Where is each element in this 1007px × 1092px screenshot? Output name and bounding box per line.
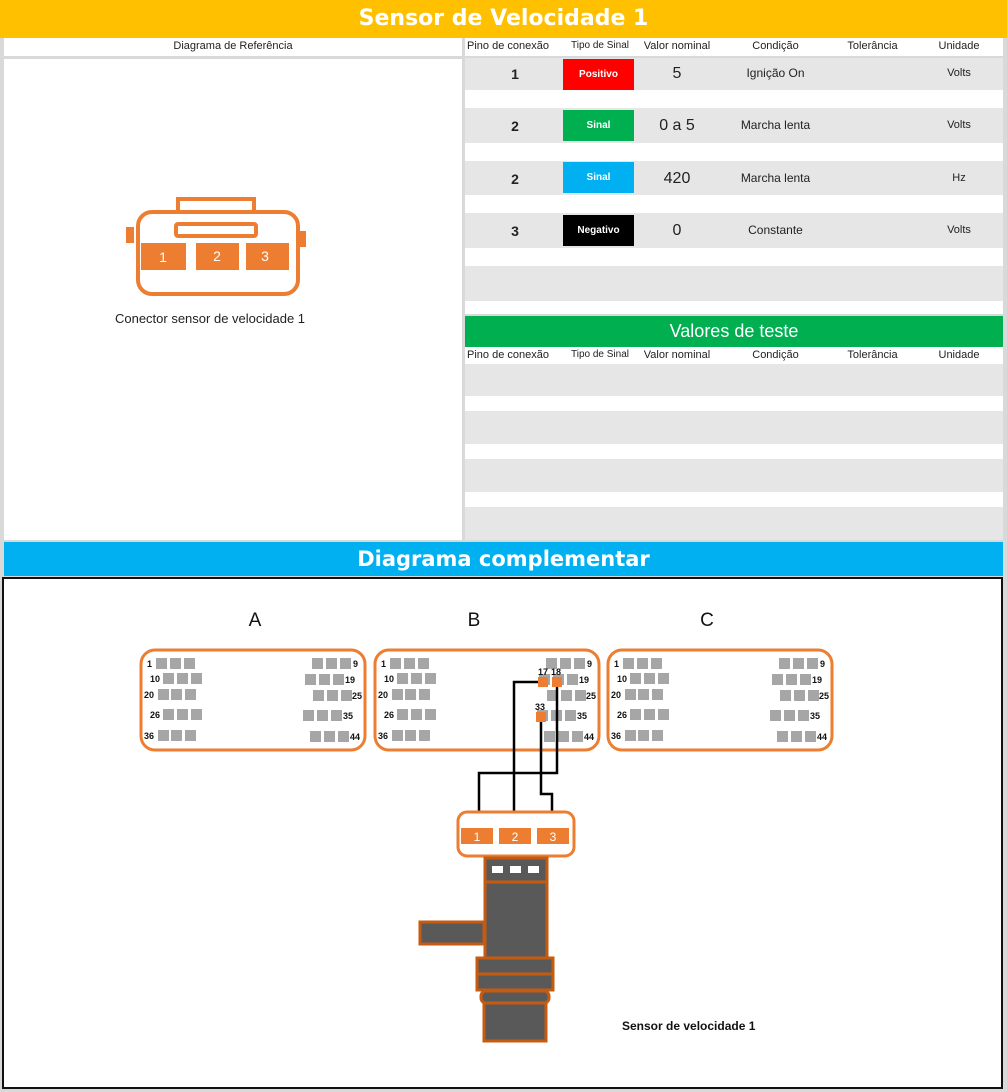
sensor-head-window [528,866,539,873]
reference-panel [4,59,462,540]
row-spacer [465,301,1003,314]
pin-number: 10 [617,674,628,684]
ecu-label: C [700,610,714,631]
pin-slot [572,731,583,742]
sensor-caption: Sensor de velocidade 1 [622,1019,756,1033]
pin-18-highlight [552,677,562,687]
pin-number: 9 [820,659,826,669]
pin-slot [185,689,196,700]
pin-slot [327,690,338,701]
pin-number: 25 [586,691,597,701]
pin-number: 36 [144,731,155,741]
test-row [465,507,1003,540]
complementary-panel [2,577,1003,1089]
header-unit: Unidade [938,40,980,52]
pin-slot [558,731,569,742]
pin-number: 35 [577,711,588,721]
connector-tab-left [126,227,134,243]
header-condition: Condição [752,40,799,52]
pin-number: 35 [343,711,354,721]
row-unit: Volts [947,67,971,79]
pin-slot [319,674,330,685]
pin-slot [340,658,351,669]
pin-slot [163,673,174,684]
pin-slot [156,658,167,669]
row-nominal: 0 [672,222,682,239]
table-row [465,213,1003,248]
pin-slot [404,658,415,669]
row-spacer [465,195,1003,213]
sensor-pin-label: 3 [549,830,557,844]
pin-number: 1 [381,659,387,669]
header-reference: Diagrama de Referência [173,40,293,52]
pin-number: 10 [150,674,161,684]
header-tolerance: Tolerância [847,349,898,361]
pin-slot [341,690,352,701]
pin-33-highlight [536,712,546,722]
pin-slot [411,673,422,684]
pin-slot [794,690,805,701]
pin-slot [390,658,401,669]
pin-slot [644,673,655,684]
connector-pin-label: 3 [261,248,269,264]
pin-slot [779,658,790,669]
pin-slot [808,690,819,701]
sensor-flange [477,958,553,974]
connector-diagram [4,59,462,540]
pin-number: 20 [611,690,622,700]
sensor-ring [481,991,549,1003]
pin-slot [786,674,797,685]
header-tolerance: Tolerância [847,40,898,52]
pin-number: 17 [538,667,549,677]
pin-slot [326,658,337,669]
pin-number: 10 [384,674,395,684]
pin-slot [425,709,436,720]
sensor-head-window [492,866,503,873]
pin-number: 1 [147,659,153,669]
pin-slot [331,710,342,721]
pin-slot [411,709,422,720]
sensor-arm [420,922,484,944]
pin-slot [575,690,586,701]
connector-slot [176,224,256,236]
pin-slot [770,710,781,721]
pin-slot [625,689,636,700]
pin-slot [419,689,430,700]
pin-number: 9 [587,659,593,669]
pin-number: 1 [614,659,620,669]
header-signal: Tipo de Sinal [571,349,629,360]
row-spacer [465,248,1003,266]
pin-slot [303,710,314,721]
row-unit: Hz [952,172,966,184]
pin-number: 36 [611,731,622,741]
pin-number: 44 [817,732,828,742]
signal-badge: Positivo [563,59,634,90]
pin-slot [798,710,809,721]
pin-number: 44 [350,732,361,742]
signal-badge: Sinal [563,162,634,193]
pin-slot [791,731,802,742]
test-values-header [465,347,1003,364]
connector-caption: Conector sensor de velocidade 1 [114,311,306,326]
complementary-title: Diagrama complementar [4,542,1003,576]
pin-slot [567,674,578,685]
row-spacer [465,444,1003,459]
signal-badge: Sinal [563,110,634,141]
ecu-label: A [248,610,262,631]
pin-slot [418,658,429,669]
row-spacer [465,143,1003,161]
pin-slot [800,674,811,685]
pin-slot [419,730,430,741]
pin-slot [574,658,585,669]
row-pin: 2 [511,171,519,187]
row-unit: Volts [947,119,971,131]
sensor-tip [484,1003,546,1041]
page-title: Sensor de Velocidade 1 [0,0,1007,38]
pin-slot [312,658,323,669]
row-pin: 3 [511,223,519,239]
pin-number: 36 [378,731,389,741]
header-nominal: Valor nominal [643,349,711,361]
row-spacer [465,90,1003,108]
pin-slot [565,710,576,721]
pin-slot [651,658,662,669]
row-condition: Marcha lenta [740,171,811,185]
pin-slot [405,730,416,741]
header-pin: Pino de conexão [467,349,549,361]
pin-number: 19 [345,675,356,685]
pin-slot [560,658,571,669]
pin-slot [780,690,791,701]
pin-slot [163,709,174,720]
test-row [465,459,1003,492]
table-row-empty [465,266,1003,301]
row-condition: Marcha lenta [740,118,811,132]
pin-number: 26 [150,710,161,720]
pin-number: 18 [551,667,562,677]
pin-number: 26 [384,710,395,720]
test-values-title: Valores de teste [465,316,1003,347]
pin-slot [544,731,555,742]
sensor-head-window [510,866,521,873]
pin-slot [658,673,669,684]
row-spacer [465,492,1003,507]
pin-number: 9 [353,659,359,669]
row-unit: Volts [947,224,971,236]
header-condition: Condição [752,349,799,361]
ecu-wiring-diagram [4,579,1001,1087]
pin-number: 20 [378,690,389,700]
pin-slot [805,731,816,742]
pin-slot [807,658,818,669]
pin-number: 35 [810,711,821,721]
pin-slot [317,710,328,721]
pin-number: 19 [579,675,590,685]
pin-slot [784,710,795,721]
pin-slot [171,689,182,700]
pin-slot [638,689,649,700]
pin-slot [392,689,403,700]
pin-slot [177,673,188,684]
pin-slot [158,689,169,700]
header-signal: Tipo de Sinal [571,40,629,51]
table-row [465,161,1003,195]
header-pin: Pino de conexão [467,40,549,52]
row-pin: 1 [511,66,519,82]
pin-number: 33 [535,702,546,712]
pin-number: 25 [352,691,363,701]
pin-slot [305,674,316,685]
pin-slot [171,730,182,741]
pin-slot [184,658,195,669]
pin-slot [392,730,403,741]
row-nominal: 0 a 5 [659,117,695,134]
row-spacer [465,396,1003,411]
pin-slot [625,730,636,741]
sensor-pin-label: 2 [511,830,519,844]
sensor-flange [477,974,553,990]
pin-slot [177,709,188,720]
pin-slot [652,730,663,741]
sensor-body [485,882,547,958]
signal-badge: Negativo [563,215,634,246]
pin-slot [185,730,196,741]
row-nominal: 5 [672,65,682,82]
row-pin: 2 [511,118,519,134]
pin-slot [630,709,641,720]
pin-slot [170,658,181,669]
pin-17-highlight [538,677,548,687]
pin-number: 44 [584,732,595,742]
row-nominal: 420 [663,170,691,187]
pin-slot [793,658,804,669]
connector-pin-label: 2 [213,248,221,264]
pin-slot [425,673,436,684]
pin-slot [637,658,648,669]
pin-slot [638,730,649,741]
pin-slot [644,709,655,720]
row-condition: Constante [748,223,803,237]
pin-slot [191,673,202,684]
pin-slot [397,673,408,684]
header-unit: Unidade [938,349,980,361]
ecu-label: B [467,610,481,631]
pin-slot [652,689,663,700]
sensor-pin-label: 1 [473,830,481,844]
test-row [465,411,1003,444]
connector-tab-right [298,231,306,247]
test-row [465,364,1003,396]
connector-pin-label: 1 [159,249,167,265]
pin-slot [158,730,169,741]
pin-slot [623,658,634,669]
connector-latch [178,199,254,212]
pin-slot [777,731,788,742]
pin-slot [313,690,324,701]
table-header [4,38,462,56]
pin-slot [561,690,572,701]
table-header-values [465,38,1003,56]
header-nominal: Valor nominal [643,40,711,52]
pin-slot [658,709,669,720]
pin-slot [333,674,344,685]
pin-slot [338,731,349,742]
row-condition: Ignição On [746,66,805,80]
pin-slot [310,731,321,742]
pin-number: 19 [812,675,823,685]
pin-slot [191,709,202,720]
pin-slot [324,731,335,742]
pin-slot [630,673,641,684]
pin-slot [397,709,408,720]
pin-slot [772,674,783,685]
table-row [465,108,1003,143]
pin-slot [405,689,416,700]
table-row [465,58,1003,90]
pin-number: 20 [144,690,155,700]
pin-number: 26 [617,710,628,720]
pin-number: 25 [819,691,830,701]
